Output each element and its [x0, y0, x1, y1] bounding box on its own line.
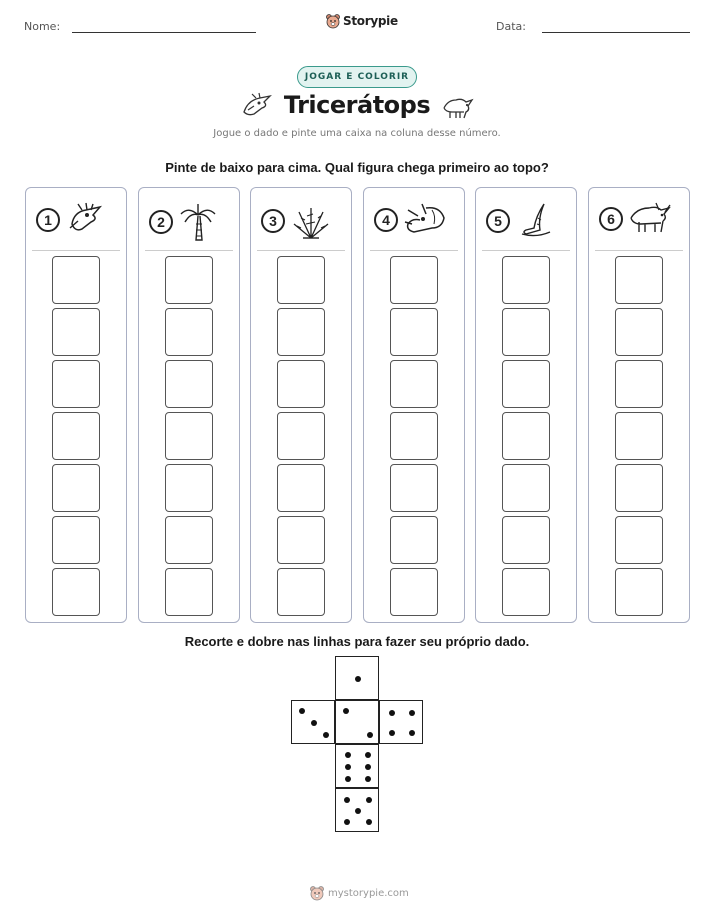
coloring-box[interactable]	[502, 412, 550, 460]
name-line[interactable]	[72, 32, 256, 33]
category-badge: JOGAR E COLORIR	[297, 66, 417, 88]
die-face-3[interactable]	[291, 700, 335, 744]
coloring-box[interactable]	[277, 308, 325, 356]
bear-face-icon	[326, 13, 340, 29]
pip	[365, 776, 371, 782]
pip	[365, 764, 371, 770]
coloring-box[interactable]	[615, 516, 663, 564]
column-6	[588, 187, 690, 623]
pip	[367, 732, 373, 738]
coloring-box[interactable]	[52, 464, 100, 512]
bear-face-icon	[310, 885, 324, 901]
pip	[344, 797, 350, 803]
column-divider	[595, 250, 683, 251]
triceratops-head-icon	[404, 202, 446, 238]
coloring-box[interactable]	[615, 464, 663, 512]
coloring-box[interactable]	[277, 412, 325, 460]
column-number: 1	[36, 208, 60, 232]
coloring-box[interactable]	[390, 256, 438, 304]
coloring-box[interactable]	[165, 412, 213, 460]
coloring-box[interactable]	[52, 568, 100, 616]
coloring-box[interactable]	[502, 256, 550, 304]
coloring-box[interactable]	[390, 412, 438, 460]
pip	[299, 708, 305, 714]
coloring-box[interactable]	[165, 568, 213, 616]
column-divider	[370, 250, 458, 251]
column-5	[475, 187, 577, 623]
die-face-5[interactable]	[335, 788, 379, 832]
pip	[345, 776, 351, 782]
pip	[355, 808, 361, 814]
coloring-box[interactable]	[615, 256, 663, 304]
coloring-box[interactable]	[390, 568, 438, 616]
pip	[389, 710, 395, 716]
fern-bush-icon	[291, 202, 331, 240]
coloring-box[interactable]	[390, 464, 438, 512]
bird-head-icon	[66, 202, 104, 238]
coloring-box[interactable]	[390, 308, 438, 356]
coloring-box[interactable]	[277, 464, 325, 512]
palm-tree-icon	[179, 202, 217, 242]
column-number: 3	[261, 209, 285, 233]
die-face-4[interactable]	[379, 700, 423, 744]
coloring-box[interactable]	[502, 516, 550, 564]
triceratops-icon	[440, 94, 474, 120]
pip	[389, 730, 395, 736]
pip	[365, 752, 371, 758]
coloring-box[interactable]	[277, 256, 325, 304]
coloring-box[interactable]	[165, 516, 213, 564]
pip	[343, 708, 349, 714]
pip	[409, 730, 415, 736]
coloring-box[interactable]	[502, 308, 550, 356]
column-2	[138, 187, 240, 623]
coloring-box[interactable]	[52, 360, 100, 408]
coloring-box[interactable]	[277, 568, 325, 616]
coloring-box[interactable]	[277, 360, 325, 408]
coloring-box[interactable]	[390, 516, 438, 564]
column-number: 2	[149, 210, 173, 234]
coloring-box[interactable]	[277, 516, 325, 564]
pip	[366, 819, 372, 825]
coloring-box[interactable]	[165, 360, 213, 408]
column-divider	[145, 250, 233, 251]
pip	[344, 819, 350, 825]
footer	[310, 885, 409, 901]
triceratops-icon	[629, 202, 671, 236]
column-divider	[257, 250, 345, 251]
column-3	[250, 187, 352, 623]
coloring-box[interactable]	[502, 568, 550, 616]
name-label: Nome:	[24, 20, 61, 33]
column-number: 4	[374, 208, 398, 232]
brand-name: Storypie	[343, 14, 398, 28]
pip	[366, 797, 372, 803]
horn-icon	[516, 202, 556, 240]
column-4	[363, 187, 465, 623]
coloring-box[interactable]	[52, 516, 100, 564]
brand-logo	[326, 13, 398, 29]
date-line[interactable]	[542, 32, 690, 33]
coloring-box[interactable]	[52, 412, 100, 460]
die-face-6[interactable]	[335, 744, 379, 788]
pip	[409, 710, 415, 716]
pip	[345, 764, 351, 770]
die-face-1[interactable]	[335, 656, 379, 700]
cut-instruction: Recorte e dobre nas linhas para fazer seu próprio dado.	[184, 634, 530, 649]
coloring-box[interactable]	[52, 308, 100, 356]
column-number: 5	[486, 209, 510, 233]
coloring-box[interactable]	[502, 360, 550, 408]
column-divider	[32, 250, 120, 251]
coloring-box[interactable]	[502, 464, 550, 512]
date-label: Data:	[496, 20, 526, 33]
footer-url[interactable]: mystorypie.com	[328, 887, 409, 899]
pip	[311, 720, 317, 726]
coloring-box[interactable]	[165, 308, 213, 356]
coloring-box[interactable]	[390, 360, 438, 408]
subtitle: Jogue o dado e pinte uma caixa na coluna desse número.	[213, 128, 501, 139]
coloring-box[interactable]	[165, 256, 213, 304]
pip	[323, 732, 329, 738]
page-title: Tricerátops	[283, 91, 431, 119]
pip	[345, 752, 351, 758]
coloring-box[interactable]	[615, 308, 663, 356]
coloring-box[interactable]	[615, 568, 663, 616]
coloring-box[interactable]	[52, 256, 100, 304]
die-face-2[interactable]	[335, 700, 379, 744]
column-number: 6	[599, 207, 623, 231]
coloring-box[interactable]	[165, 464, 213, 512]
column-divider	[482, 250, 570, 251]
pip	[355, 676, 361, 682]
instruction: Pinte de baixo para cima. Qual figura chega primeiro ao topo?	[165, 160, 549, 175]
column-1	[25, 187, 127, 623]
coloring-box[interactable]	[615, 412, 663, 460]
coloring-box[interactable]	[615, 360, 663, 408]
